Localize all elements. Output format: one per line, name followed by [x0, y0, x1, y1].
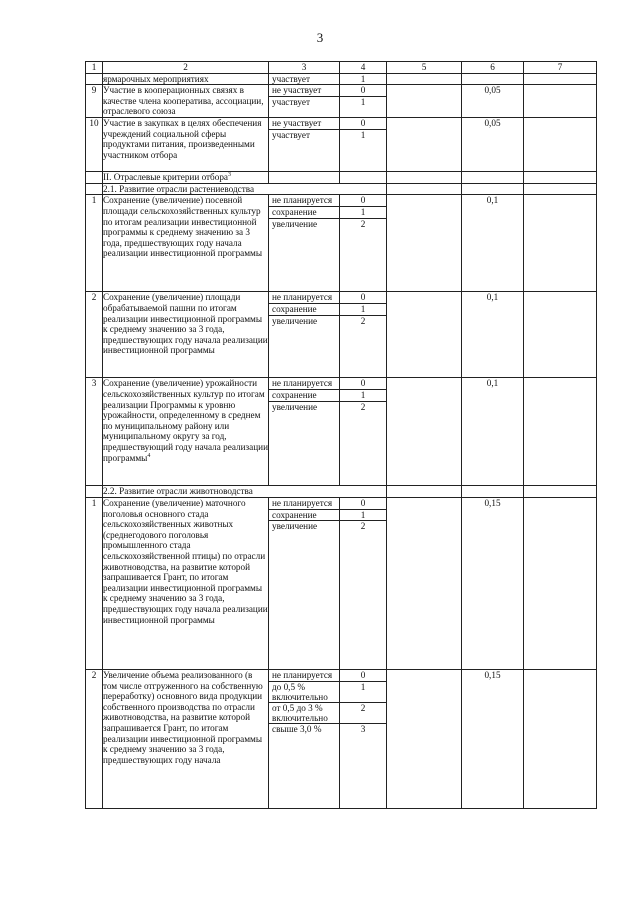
- option-label: увеличение: [272, 521, 318, 532]
- criterion-weight: 0,15: [462, 497, 524, 669]
- criterion-weight: 0,05: [462, 118, 524, 172]
- option-label: сохранение: [269, 390, 339, 402]
- option-value: 2: [360, 401, 366, 412]
- option-label: участвует: [272, 129, 310, 140]
- option-label: сохранение: [269, 304, 339, 316]
- option-value: 2: [360, 315, 366, 326]
- option-label: участвует: [272, 96, 310, 107]
- table-row: [86, 118, 597, 172]
- option-label: не планируется: [269, 670, 339, 682]
- table-row: [86, 292, 597, 378]
- table-row: [86, 195, 597, 292]
- criterion-description: Участие в закупках в целях обеспечения учреждений социальной сферы продуктами питания, произведенными участником отбора: [103, 118, 269, 172]
- section-heading: 2.1. Развитие отрасли растениеводства: [103, 183, 387, 195]
- option-value: 0: [340, 498, 386, 510]
- section-row: [86, 183, 597, 195]
- header-col-3: 3: [269, 62, 340, 74]
- criteria-table: [85, 61, 597, 809]
- option-value: 1: [340, 207, 386, 219]
- option-label: увеличение: [272, 315, 318, 326]
- row-number: 2: [86, 669, 103, 808]
- option-label: сохранение: [269, 510, 339, 522]
- section-heading: II. Отраслевые критерии отбора$^3$: [103, 172, 269, 184]
- option-value: 0: [340, 378, 386, 390]
- option-label: не участвует: [269, 118, 339, 130]
- criterion-weight: 0,1: [462, 195, 524, 292]
- header-col-5: 5: [387, 62, 462, 74]
- option-value: 3: [360, 723, 366, 734]
- option-value: 1: [340, 510, 386, 522]
- criterion-description: Сохранение (увеличение) маточного поголовья основного стада сельскохозяйственных животных (среднегодового поголовья промышленного стада сельскохозяйственной птицы) по отрасли животноводства, на развитие которой запрашивается Грант, по итогам реализации инвестиционной программы к среднему значению за 3 года, предшествующих году начала реализации инвестиционной программы: [103, 497, 269, 669]
- criterion-description: Участие в кооперационных связях в качестве члена кооператива, ассоциации, отраслевого союза: [103, 85, 269, 118]
- header-col-7: 7: [524, 62, 597, 74]
- option-label: не планируется: [269, 498, 339, 510]
- option-label: до 0,5 % включительно: [269, 682, 339, 703]
- row-number: 10: [86, 118, 103, 172]
- table-row: [86, 85, 597, 118]
- criterion-description: ярмарочных мероприятиях: [103, 73, 269, 85]
- option-value: 1: [360, 96, 366, 107]
- criterion-weight: 0,05: [462, 85, 524, 118]
- footnote-mark: 4: [147, 452, 151, 459]
- table-header-row: [86, 62, 597, 74]
- criterion-description: Сохранение (увеличение) урожайности сельскохозяйственных культур по итогам реализации Программы к уровню урожайности, определенному в среднем по муниципальному району или муниципальному округу за год, предшествующий году начала реализации программы$^4$: [103, 378, 269, 486]
- option-value: 0: [340, 118, 386, 130]
- option-value: 0: [340, 670, 386, 682]
- option-value: 2: [360, 521, 366, 532]
- header-col-4: 4: [340, 62, 387, 74]
- option-label: от 0,5 до 3 % включительно: [269, 703, 339, 724]
- footnote-mark: 3: [228, 172, 231, 179]
- row-number: 2: [86, 292, 103, 378]
- table-row: [86, 669, 597, 808]
- option-label: сохранение: [269, 207, 339, 219]
- option-value: 0: [340, 85, 386, 97]
- row-number: 9: [86, 85, 103, 118]
- option-label: не планируется: [269, 195, 339, 207]
- option-value: 2: [340, 703, 386, 724]
- row-number: 1: [86, 195, 103, 292]
- option-label: увеличение: [272, 218, 318, 229]
- criterion-description: Увеличение объема реализованного (в том числе отгруженного на собственную переработку) основного вида продукции собственного производства по отрасли животноводства, на развитие которой запрашивается Грант, по итогам реализации инвестиционной программы к среднему значению за 3 года, предшествующих году начала: [103, 669, 269, 808]
- section-heading: 2.2. Развитие отрасли животноводства: [103, 486, 387, 498]
- page-number: 3: [316, 30, 324, 45]
- option-label: не участвует: [269, 85, 339, 97]
- header-col-6: 6: [462, 62, 524, 74]
- header-col-1: 1: [86, 62, 103, 74]
- section-row: [86, 172, 597, 184]
- criterion-description: Сохранение (увеличение) площади обрабатываемой пашни по итогам реализации инвестиционной программы к среднему значению за 3 года, предшествующих году начала реализации инвестиционной программы: [103, 292, 269, 378]
- option-value: 0: [340, 195, 386, 207]
- option-value: 1: [340, 682, 386, 703]
- table-row: [86, 378, 597, 486]
- table-row: [86, 497, 597, 669]
- option-value: 1: [360, 129, 366, 140]
- option-label: не планируется: [269, 378, 339, 390]
- row-number: 1: [86, 497, 103, 669]
- option-label: свыше 3,0 %: [272, 723, 322, 734]
- criterion-weight: 0,1: [462, 292, 524, 378]
- criterion-description: Сохранение (увеличение) посевной площади сельскохозяйственных культур по итогам реализации инвестиционной программы к среднему значению за 3 года, предшествующих году начала реализации инвестиционной программы: [103, 195, 269, 292]
- table-row: [86, 73, 597, 85]
- header-col-2: 2: [103, 62, 269, 74]
- option-value: 1: [340, 390, 386, 402]
- option-value: 1: [340, 304, 386, 316]
- row-number: 3: [86, 378, 103, 486]
- option-value: 2: [360, 218, 366, 229]
- option-value: 0: [340, 292, 386, 304]
- criterion-weight: 0,1: [462, 378, 524, 486]
- option-value: 1: [360, 73, 366, 84]
- option-label: не планируется: [269, 292, 339, 304]
- option-label: участвует: [272, 73, 310, 84]
- section-row: [86, 486, 597, 498]
- criterion-weight: 0,15: [462, 669, 524, 808]
- option-label: увеличение: [272, 401, 318, 412]
